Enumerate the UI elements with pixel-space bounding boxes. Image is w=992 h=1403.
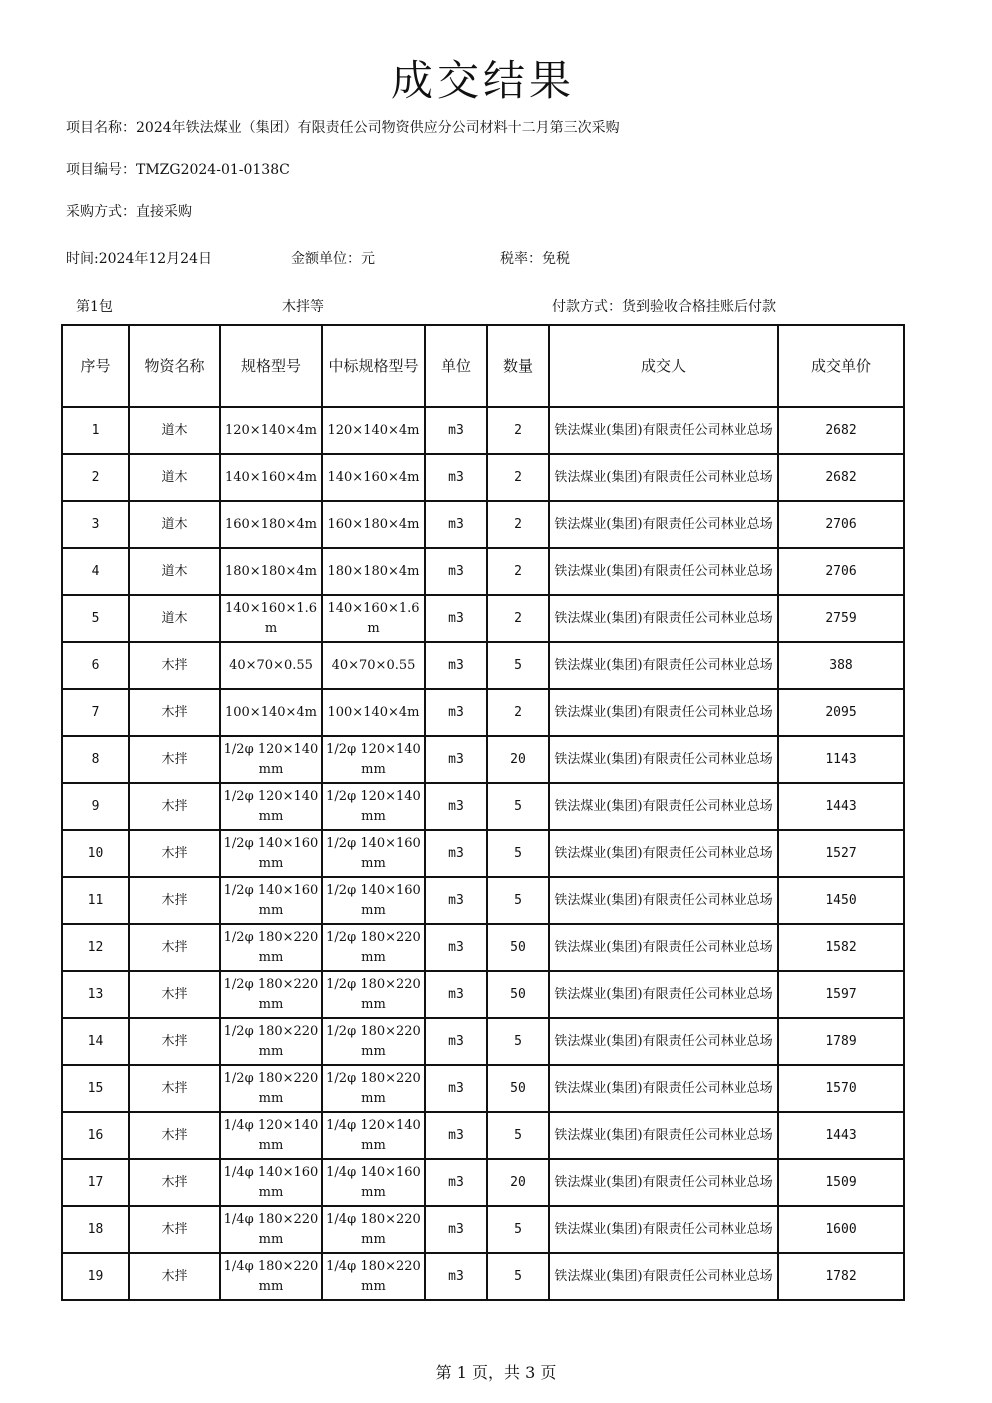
table-row <box>62 407 904 454</box>
cell-unit: m3 <box>425 595 487 642</box>
cell-unit: m3 <box>425 689 487 736</box>
payment-field <box>552 296 776 316</box>
header-spec: 规格型号 <box>220 325 322 407</box>
cell-no: 7 <box>62 689 129 736</box>
cell-price: 2706 <box>778 548 904 595</box>
cell-name: 木拌 <box>129 1112 220 1159</box>
tax-label: 税率： <box>500 251 542 267</box>
cell-win-spec: 1/2φ 180×220mm <box>322 1018 425 1065</box>
cell-price: 1600 <box>778 1206 904 1253</box>
cell-qty: 5 <box>487 830 549 877</box>
cell-qty: 20 <box>487 736 549 783</box>
table-row <box>62 454 904 501</box>
cell-win-spec: 100×140×4m <box>322 689 425 736</box>
cell-name: 木拌 <box>129 1159 220 1206</box>
cell-supplier: 铁法煤业(集团)有限责任公司林业总场 <box>549 877 778 924</box>
cell-price: 1443 <box>778 783 904 830</box>
cell-win-spec: 1/2φ 120×140mm <box>322 736 425 783</box>
cell-spec: 1/2φ 140×160mm <box>220 830 322 877</box>
purchase-method-label: 采购方式： <box>66 204 136 220</box>
cell-no: 6 <box>62 642 129 689</box>
cell-qty: 20 <box>487 1159 549 1206</box>
cell-spec: 40×70×0.55 <box>220 642 322 689</box>
cell-spec: 100×140×4m <box>220 689 322 736</box>
cell-qty: 2 <box>487 548 549 595</box>
table-row <box>62 1112 904 1159</box>
cell-supplier: 铁法煤业(集团)有限责任公司林业总场 <box>549 548 778 595</box>
cell-qty: 50 <box>487 924 549 971</box>
cell-no: 5 <box>62 595 129 642</box>
header-price: 成交单价 <box>778 325 904 407</box>
cell-price: 2095 <box>778 689 904 736</box>
table-row <box>62 1159 904 1206</box>
cell-unit: m3 <box>425 1159 487 1206</box>
table-row <box>62 642 904 689</box>
cell-name: 木拌 <box>129 642 220 689</box>
cell-name: 木拌 <box>129 1065 220 1112</box>
header-qty: 数量 <box>487 325 549 407</box>
cell-price: 388 <box>778 642 904 689</box>
cell-name: 道木 <box>129 501 220 548</box>
table-row <box>62 595 904 642</box>
cell-name: 木拌 <box>129 971 220 1018</box>
cell-price: 2682 <box>778 407 904 454</box>
cell-price: 1570 <box>778 1065 904 1112</box>
package-goods: 木拌等 <box>282 299 324 315</box>
cell-qty: 50 <box>487 971 549 1018</box>
cell-win-spec: 1/4φ 120×140mm <box>322 1112 425 1159</box>
cell-name: 木拌 <box>129 1206 220 1253</box>
cell-win-spec: 1/2φ 120×140mm <box>322 783 425 830</box>
cell-supplier: 铁法煤业(集团)有限责任公司林业总场 <box>549 407 778 454</box>
cell-unit: m3 <box>425 1253 487 1300</box>
table-row <box>62 548 904 595</box>
cell-name: 木拌 <box>129 1253 220 1300</box>
table-row <box>62 830 904 877</box>
cell-unit: m3 <box>425 454 487 501</box>
table-row <box>62 1065 904 1112</box>
cell-unit: m3 <box>425 877 487 924</box>
cell-price: 2759 <box>778 595 904 642</box>
cell-price: 1443 <box>778 1112 904 1159</box>
table-row <box>62 501 904 548</box>
cell-supplier: 铁法煤业(集团)有限责任公司林业总场 <box>549 1018 778 1065</box>
cell-win-spec: 1/2φ 180×220mm <box>322 924 425 971</box>
cell-spec: 1/4φ 120×140mm <box>220 1112 322 1159</box>
cell-spec: 1/2φ 120×140mm <box>220 736 322 783</box>
cell-price: 1789 <box>778 1018 904 1065</box>
table-row <box>62 1253 904 1300</box>
cell-no: 10 <box>62 830 129 877</box>
cell-unit: m3 <box>425 1206 487 1253</box>
cell-win-spec: 1/2φ 180×220mm <box>322 971 425 1018</box>
page-footer: 第 1 页，共 3 页 <box>435 1363 557 1382</box>
cell-qty: 5 <box>487 1112 549 1159</box>
cell-supplier: 铁法煤业(集团)有限责任公司林业总场 <box>549 501 778 548</box>
cell-supplier: 铁法煤业(集团)有限责任公司林业总场 <box>549 642 778 689</box>
cell-price: 1527 <box>778 830 904 877</box>
payment-label: 付款方式： <box>552 299 622 315</box>
cell-qty: 2 <box>487 407 549 454</box>
header-win-spec: 中标规格型号 <box>322 325 425 407</box>
cell-no: 13 <box>62 971 129 1018</box>
cell-no: 11 <box>62 877 129 924</box>
table-row <box>62 1018 904 1065</box>
cell-spec: 1/2φ 180×220mm <box>220 1018 322 1065</box>
purchase-method-value: 直接采购 <box>136 204 192 220</box>
cell-qty: 5 <box>487 1018 549 1065</box>
cell-price: 2706 <box>778 501 904 548</box>
currency-label: 金额单位： <box>291 251 361 267</box>
cell-qty: 5 <box>487 642 549 689</box>
cell-qty: 5 <box>487 783 549 830</box>
cell-unit: m3 <box>425 407 487 454</box>
cell-price: 1450 <box>778 877 904 924</box>
cell-supplier: 铁法煤业(集团)有限责任公司林业总场 <box>549 689 778 736</box>
cell-spec: 1/2φ 180×220mm <box>220 971 322 1018</box>
cell-win-spec: 1/4φ 140×160mm <box>322 1159 425 1206</box>
cell-spec: 1/4φ 180×220mm <box>220 1206 322 1253</box>
project-name-line <box>66 117 620 137</box>
cell-name: 道木 <box>129 407 220 454</box>
cell-unit: m3 <box>425 548 487 595</box>
tax-field <box>500 248 570 268</box>
cell-name: 木拌 <box>129 924 220 971</box>
table-row <box>62 877 904 924</box>
cell-unit: m3 <box>425 971 487 1018</box>
cell-unit: m3 <box>425 501 487 548</box>
project-name-value: 2024年铁法煤业（集团）有限责任公司物资供应分公司材料十二月第三次采购 <box>136 120 620 136</box>
payment-value: 货到验收合格挂账后付款 <box>622 299 776 315</box>
cell-no: 17 <box>62 1159 129 1206</box>
cell-spec: 1/4φ 140×160mm <box>220 1159 322 1206</box>
cell-price: 1597 <box>778 971 904 1018</box>
cell-spec: 140×160×4m <box>220 454 322 501</box>
tax-value: 免税 <box>542 251 570 267</box>
table-row <box>62 924 904 971</box>
cell-spec: 1/2φ 120×140mm <box>220 783 322 830</box>
cell-price: 2682 <box>778 454 904 501</box>
cell-qty: 5 <box>487 1206 549 1253</box>
cell-no: 18 <box>62 1206 129 1253</box>
cell-unit: m3 <box>425 783 487 830</box>
cell-spec: 140×160×1.6m <box>220 595 322 642</box>
cell-spec: 1/4φ 180×220mm <box>220 1253 322 1300</box>
table-row <box>62 736 904 783</box>
cell-win-spec: 1/2φ 140×160mm <box>322 830 425 877</box>
cell-supplier: 铁法煤业(集团)有限责任公司林业总场 <box>549 736 778 783</box>
cell-unit: m3 <box>425 924 487 971</box>
cell-name: 木拌 <box>129 1018 220 1065</box>
cell-supplier: 铁法煤业(集团)有限责任公司林业总场 <box>549 830 778 877</box>
table-header-row <box>62 325 904 407</box>
cell-no: 14 <box>62 1018 129 1065</box>
header-unit: 单位 <box>425 325 487 407</box>
cell-no: 3 <box>62 501 129 548</box>
page-title: 成交结果 <box>390 56 575 105</box>
cell-price: 1143 <box>778 736 904 783</box>
cell-win-spec: 160×180×4m <box>322 501 425 548</box>
cell-qty: 50 <box>487 1065 549 1112</box>
time-value: 2024年12月24日 <box>98 251 212 267</box>
cell-no: 19 <box>62 1253 129 1300</box>
purchase-method-line <box>66 201 192 221</box>
cell-qty: 2 <box>487 689 549 736</box>
cell-no: 4 <box>62 548 129 595</box>
cell-no: 16 <box>62 1112 129 1159</box>
cell-price: 1782 <box>778 1253 904 1300</box>
cell-qty: 2 <box>487 501 549 548</box>
cell-spec: 1/2φ 180×220mm <box>220 924 322 971</box>
cell-qty: 2 <box>487 595 549 642</box>
cell-unit: m3 <box>425 736 487 783</box>
cell-supplier: 铁法煤业(集团)有限责任公司林业总场 <box>549 595 778 642</box>
cell-name: 木拌 <box>129 877 220 924</box>
table-row <box>62 689 904 736</box>
cell-win-spec: 140×160×4m <box>322 454 425 501</box>
package-name: 第1包 <box>76 299 113 315</box>
cell-no: 1 <box>62 407 129 454</box>
cell-supplier: 铁法煤业(集团)有限责任公司林业总场 <box>549 924 778 971</box>
cell-name: 木拌 <box>129 783 220 830</box>
cell-win-spec: 1/4φ 180×220mm <box>322 1253 425 1300</box>
header-supplier: 成交人 <box>549 325 778 407</box>
cell-win-spec: 40×70×0.55 <box>322 642 425 689</box>
header-name: 物资名称 <box>129 325 220 407</box>
cell-no: 9 <box>62 783 129 830</box>
cell-qty: 2 <box>487 454 549 501</box>
cell-supplier: 铁法煤业(集团)有限责任公司林业总场 <box>549 1253 778 1300</box>
cell-name: 木拌 <box>129 689 220 736</box>
cell-win-spec: 1/4φ 180×220mm <box>322 1206 425 1253</box>
project-number-label: 项目编号： <box>66 162 136 178</box>
cell-supplier: 铁法煤业(集团)有限责任公司林业总场 <box>549 1206 778 1253</box>
cell-spec: 1/2φ 180×220mm <box>220 1065 322 1112</box>
cell-price: 1509 <box>778 1159 904 1206</box>
cell-qty: 5 <box>487 877 549 924</box>
cell-win-spec: 1/2φ 180×220mm <box>322 1065 425 1112</box>
time-field <box>66 248 212 268</box>
project-name-label: 项目名称： <box>66 120 136 136</box>
cell-unit: m3 <box>425 1065 487 1112</box>
cell-name: 木拌 <box>129 830 220 877</box>
cell-name: 道木 <box>129 454 220 501</box>
cell-name: 道木 <box>129 548 220 595</box>
cell-name: 木拌 <box>129 736 220 783</box>
cell-supplier: 铁法煤业(集团)有限责任公司林业总场 <box>549 454 778 501</box>
cell-unit: m3 <box>425 830 487 877</box>
cell-spec: 160×180×4m <box>220 501 322 548</box>
project-number-value: TMZG2024-01-0138C <box>136 162 290 178</box>
cell-no: 15 <box>62 1065 129 1112</box>
cell-no: 8 <box>62 736 129 783</box>
cell-win-spec: 120×140×4m <box>322 407 425 454</box>
result-table <box>61 324 905 1301</box>
cell-unit: m3 <box>425 1112 487 1159</box>
project-number-line <box>66 159 290 179</box>
table-row <box>62 1206 904 1253</box>
cell-spec: 180×180×4m <box>220 548 322 595</box>
cell-no: 2 <box>62 454 129 501</box>
cell-supplier: 铁法煤业(集团)有限责任公司林业总场 <box>549 971 778 1018</box>
cell-unit: m3 <box>425 642 487 689</box>
cell-supplier: 铁法煤业(集团)有限责任公司林业总场 <box>549 1112 778 1159</box>
currency-value: 元 <box>361 251 375 267</box>
cell-win-spec: 140×160×1.6m <box>322 595 425 642</box>
cell-spec: 1/2φ 140×160mm <box>220 877 322 924</box>
currency-field <box>291 248 375 268</box>
cell-qty: 5 <box>487 1253 549 1300</box>
cell-win-spec: 1/2φ 140×160mm <box>322 877 425 924</box>
header-no: 序号 <box>62 325 129 407</box>
cell-price: 1582 <box>778 924 904 971</box>
table-row <box>62 783 904 830</box>
cell-supplier: 铁法煤业(集团)有限责任公司林业总场 <box>549 1159 778 1206</box>
time-label: 时间: <box>66 251 99 267</box>
cell-win-spec: 180×180×4m <box>322 548 425 595</box>
table-row <box>62 971 904 1018</box>
cell-unit: m3 <box>425 1018 487 1065</box>
cell-no: 12 <box>62 924 129 971</box>
cell-supplier: 铁法煤业(集团)有限责任公司林业总场 <box>549 1065 778 1112</box>
cell-name: 道木 <box>129 595 220 642</box>
cell-supplier: 铁法煤业(集团)有限责任公司林业总场 <box>549 783 778 830</box>
cell-spec: 120×140×4m <box>220 407 322 454</box>
